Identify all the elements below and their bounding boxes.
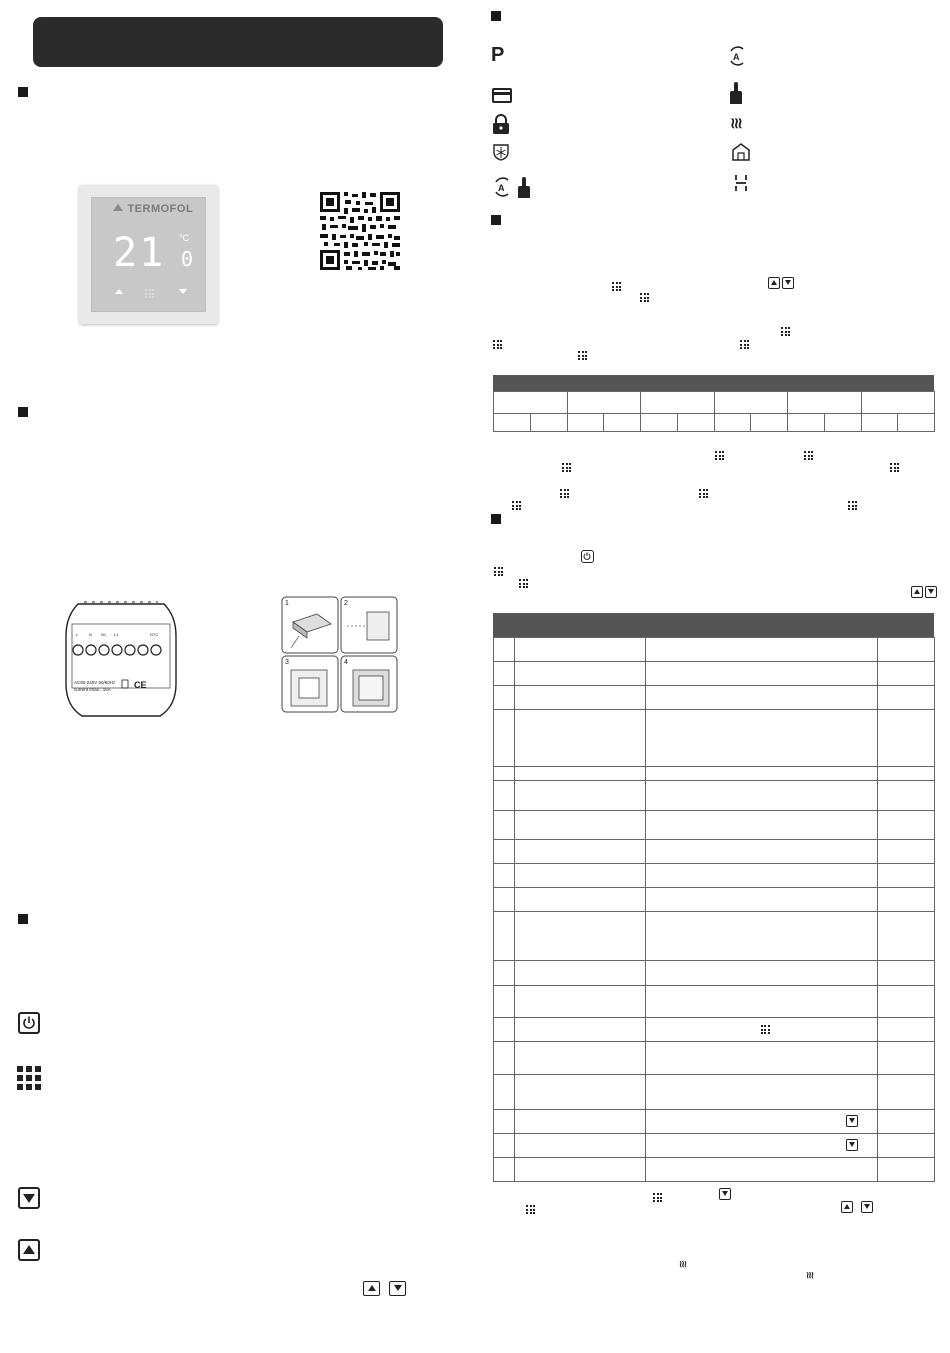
menu-icon [493, 336, 502, 354]
menu-icon [512, 497, 521, 515]
table-row [494, 1133, 935, 1157]
menu-icon [715, 447, 724, 465]
installation-steps [281, 596, 399, 714]
down-button-icon [782, 277, 794, 289]
temperature-display: 21 [113, 230, 166, 276]
menu-icon [804, 447, 813, 465]
frost-protection-icon [492, 143, 510, 166]
down-button-icon [846, 1115, 858, 1127]
table-row [494, 986, 935, 1018]
schedule-table-header [493, 375, 934, 391]
section-bullet [18, 407, 28, 417]
down-button-icon [719, 1188, 731, 1200]
window-open-icon [731, 142, 751, 167]
table-row [494, 887, 935, 911]
step-number: 4 [344, 659, 348, 666]
terminal-label: L [76, 632, 79, 637]
power-button-icon [18, 1012, 40, 1034]
svg-text:CE: CE [134, 680, 147, 690]
temperature-unit: °C [179, 233, 190, 243]
menu-icon [781, 323, 790, 341]
table-row [494, 710, 935, 767]
holiday-icon [734, 174, 748, 197]
up-arrow-icon [115, 289, 123, 294]
parking-icon: P [491, 44, 505, 66]
temperature-decimal: 0 [181, 247, 194, 271]
menu-button-icon [17, 1066, 41, 1090]
menu-icon [761, 1025, 770, 1034]
voltage-label: AC90-240V 50/60Hz [74, 680, 116, 685]
settings-table [493, 637, 935, 1182]
up-button-icon [841, 1201, 853, 1213]
auto-mode-icon [727, 45, 747, 72]
down-arrow-icon [179, 289, 187, 294]
table-row [494, 911, 935, 960]
svg-text:A: A [498, 183, 505, 193]
section-bullet [491, 215, 501, 225]
menu-icon [890, 459, 899, 477]
calendar-icon [492, 88, 512, 103]
schedule-table [493, 391, 935, 432]
current-label: current Imax.: 16A [74, 687, 111, 692]
up-button-icon [768, 277, 780, 289]
heating-icon: ≀≀≀ [806, 1270, 814, 1280]
table-row [494, 1109, 935, 1133]
down-button-icon [925, 586, 937, 598]
table-row [494, 686, 935, 710]
manual-mode-icon [729, 82, 743, 109]
table-row [494, 638, 935, 662]
table-row [494, 662, 935, 686]
section-bullet [491, 514, 501, 524]
table-row [494, 810, 935, 839]
wiring-diagram [64, 596, 178, 720]
menu-icon [519, 575, 528, 593]
thermostat-image [79, 185, 218, 324]
table-row [494, 781, 935, 810]
table-row [494, 863, 935, 887]
power-button-icon [581, 550, 594, 563]
up-button-icon [363, 1281, 380, 1296]
menu-icon [560, 485, 569, 503]
menu-icon [699, 485, 708, 503]
menu-icon [145, 285, 154, 303]
heating-icon: ≀≀≀ [730, 115, 741, 132]
terminal-label: NTC [150, 632, 159, 637]
menu-icon [526, 1201, 535, 1219]
header-bar [33, 17, 443, 67]
table-row [494, 1157, 935, 1181]
table-row [494, 1042, 935, 1075]
auto-manual-icon [492, 176, 532, 203]
menu-icon [653, 1189, 662, 1207]
terminal-label: L1 [114, 632, 119, 637]
section-bullet [491, 11, 501, 21]
lock-icon [492, 114, 510, 139]
step-number: 2 [344, 600, 348, 607]
menu-icon [562, 459, 571, 477]
heating-icon: ≀≀≀ [679, 1259, 687, 1269]
up-button-icon [911, 586, 923, 598]
table-row [494, 1018, 935, 1042]
menu-icon [848, 497, 857, 515]
qr-code [318, 190, 402, 272]
brand-logo: TERMOFOL [113, 199, 193, 217]
settings-table-header [493, 613, 934, 637]
thermostat-screen [91, 197, 206, 312]
terminal-label: N1 [101, 632, 107, 637]
down-button-icon [389, 1281, 406, 1296]
terminal-label: N [89, 632, 92, 637]
table-row [494, 961, 935, 986]
svg-text:A: A [733, 52, 740, 62]
menu-icon [612, 278, 621, 296]
up-button-icon [18, 1239, 40, 1261]
section-bullet [18, 87, 28, 97]
step-number: 3 [285, 659, 289, 666]
down-button-icon [861, 1201, 873, 1213]
menu-icon [640, 289, 649, 307]
menu-icon [740, 336, 749, 354]
table-row [494, 767, 935, 781]
down-button-icon [18, 1187, 40, 1209]
step-number: 1 [285, 600, 289, 607]
table-row [494, 839, 935, 863]
section-bullet [18, 914, 28, 924]
menu-icon [494, 563, 503, 581]
table-row [494, 1075, 935, 1109]
menu-icon [578, 347, 587, 365]
down-button-icon [846, 1139, 858, 1151]
